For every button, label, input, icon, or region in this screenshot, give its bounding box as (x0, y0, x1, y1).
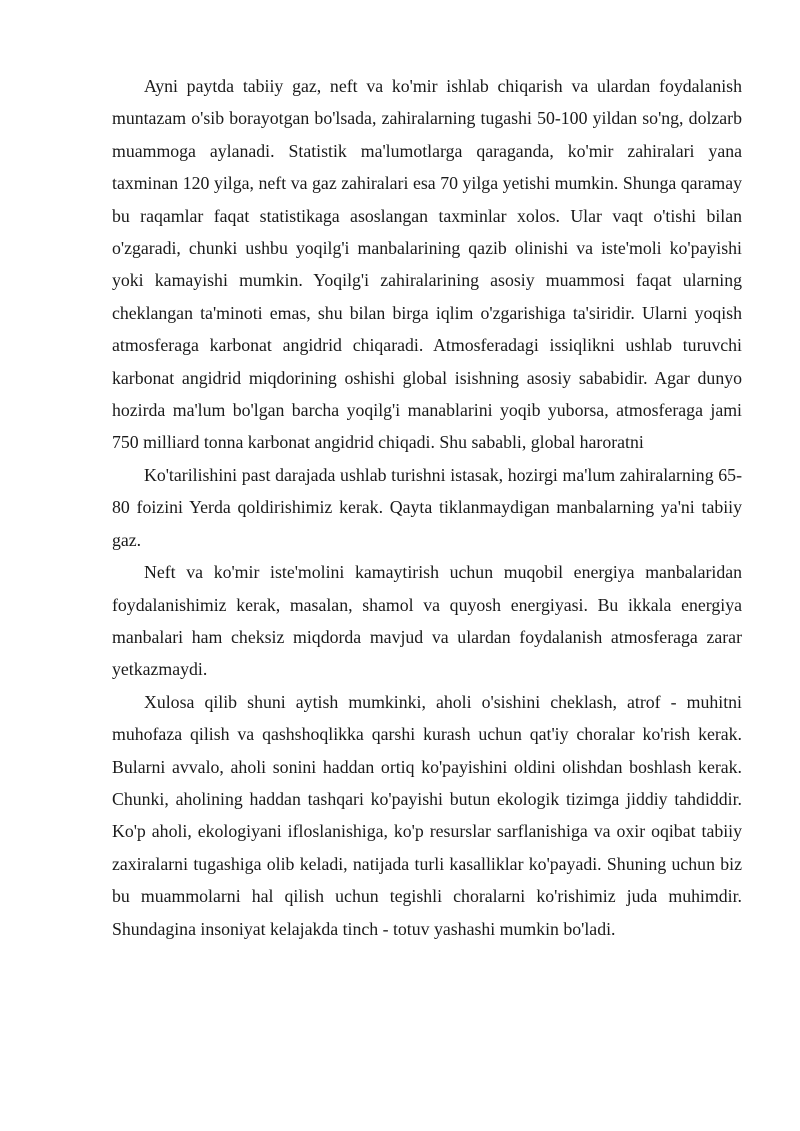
paragraph-alternative-energy: Neft va ko'mir iste'molini kamaytirish uchun muqobil energiya manbalaridan foydalanishimiz kerak, masalan, shamol va quyosh energiyasi. Bu ikkala energiya manbalari ham cheksiz miqdorda mavjud va ulardan foydalanish atmosferaga zarar yetkazmaydi. (112, 562, 742, 680)
document-page (112, 70, 742, 945)
paragraph-reserves-left-in-ground: Ko'tarilishini past darajada ushlab turishni istasak, hozirgi ma'lum zahiralarning 65-80 foizini Yerda qoldirishimiz kerak. Qayta tiklanmaydigan manbalarning ya'ni tabiiy gaz. (112, 464, 742, 550)
paragraph-fossil-fuel-reserves: Ayni paytda tabiiy gaz, neft va ko'mir ishlab chiqarish va ulardan foydalanish muntazam o'sib borayotgan bo'lsada, zahiralarning tugashi 50-100 yildan so'ng, dolzarb muammoga aylanadi. Statistik ma'lumotlarga qaraganda, ko'mir zahiralari yana taxminan 120 yilga, neft va gaz zahiralari esa 70 yilga yetishi mumkin. Shunga qaramay bu raqamlar faqat statistikaga asoslangan taxminlar xolos. Ular vaqt o'tishi bilan o'zgaradi, chunki ushbu yoqilg'i manbalarining qazib olinishi va iste'moli ko'payishi yoki kamayishi mumkin. Yoqilg'i zahiralarining asosiy muammosi faqat ularning cheklangan ta'minoti emas, shu bilan birga iqlim o'zgarishiga ta'siridir. Ularni yoqish atmosferaga karbonat angidrid chiqaradi. Atmosferadagi issiqlikni ushlab turuvchi karbonat angidrid miqdorining oshishi global isishning asosiy sababidir. Agar dunyo hozirda ma'lum bo'lgan barcha yoqilg'i manablarini yoqib yuborsa, atmosferaga jami 750 milliard tonna karbonat angidrid chiqadi. Shu sababli, global haroratni (112, 76, 742, 453)
paragraph-conclusion: Xulosa qilib shuni aytish mumkinki, aholi o'sishini cheklash, atrof - muhitni muhofaza qilish va qashshoqlikka qarshi kurash uchun qat'iy choralar ko'rish kerak. Bularni avvalo, aholi sonini haddan ortiq ko'payishini oldini olishdan boshlash kerak. Chunki, aholining haddan tashqari ko'payishi butun ekologik tizimga jiddiy tahdiddir. Ko'p aholi, ekologiyani ifloslanishiga, ko'p resurslar sarflanishiga va oxir oqibat tabiiy zaxiralarni tugashiga olib keladi, natijada turli kasalliklar ko'payadi. Shuning uchun biz bu muammolarni hal qilish uchun tegishli choralarni ko'rishimiz juda muhimdir. Shundagina insoniyat kelajakda tinch - totuv yashashi mumkin bo'ladi. (112, 691, 742, 939)
